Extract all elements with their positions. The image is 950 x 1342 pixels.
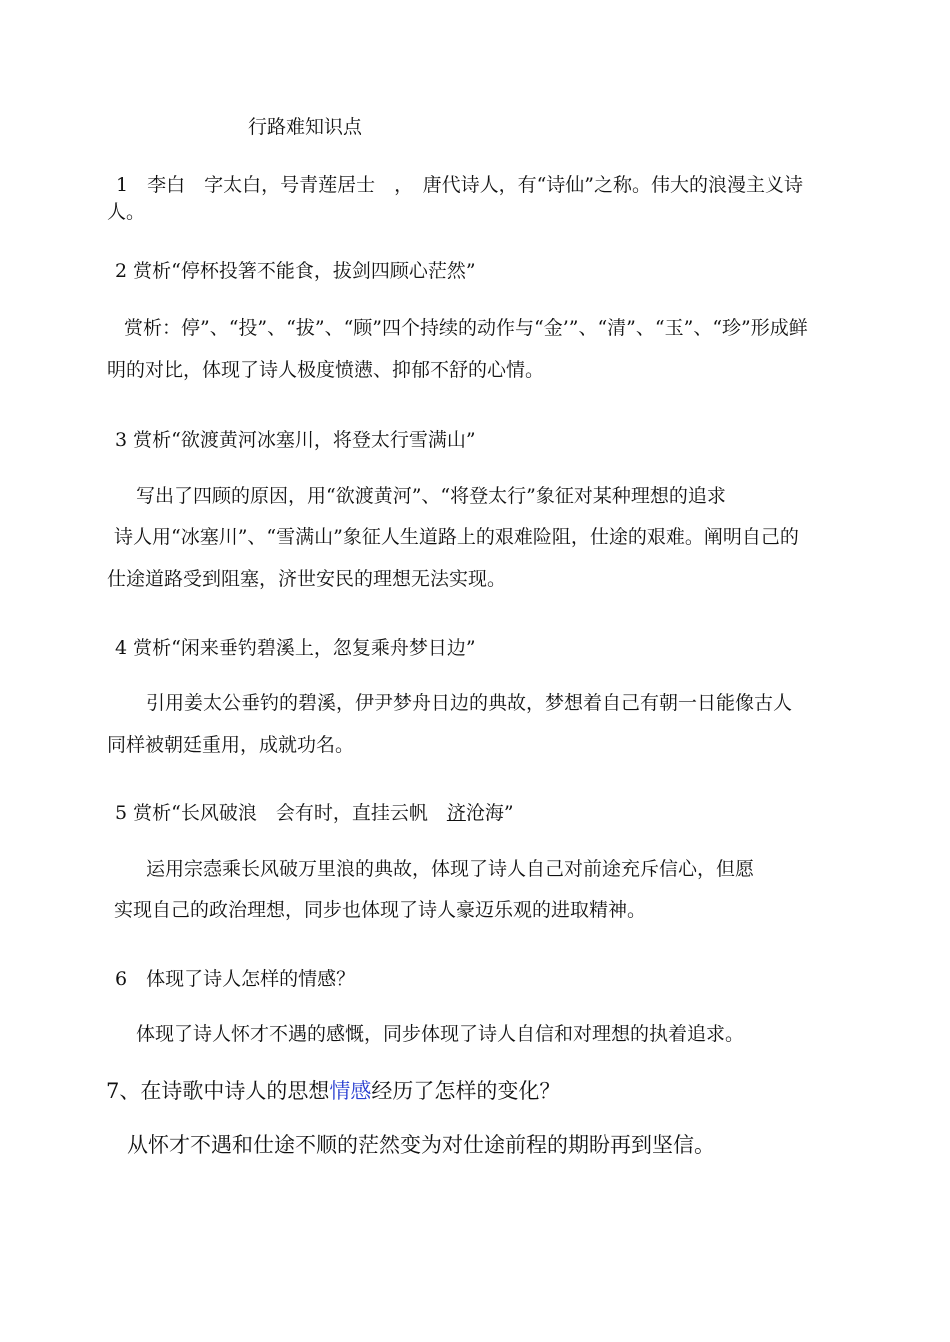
s1-line-2: 人。 xyxy=(107,201,146,223)
s5-line-2: 实现自己的政治理想，同步也体现了诗人豪迈乐观的进取精神。 xyxy=(114,899,647,921)
s2-line-1: 赏析：停”、“投”、“拔”、“顾”四个持续的动作与“金’”、“清”、“玉”、“珍”形成鲜 xyxy=(124,317,808,339)
s3-line-3: 仕途道路受到阻塞，济世安民的理想无法实现。 xyxy=(107,568,507,590)
s7-heading xyxy=(106,1077,560,1105)
s3-heading: 3 赏析“欲渡黄河冰塞川，将登太行雪满山” xyxy=(115,429,476,451)
s5-heading-post: 沧海” xyxy=(465,802,514,824)
s3-line-1: 写出了四顾的原因，用“欲渡黄河”、“将登太行”象征对某种理想的追求 xyxy=(136,485,726,507)
page-title: 行路难知识点 xyxy=(248,116,363,138)
s2-line-2: 明的对比，体现了诗人极度愤懑、抑郁不舒的心情。 xyxy=(107,359,545,381)
s5-heading-underlined: 济 xyxy=(446,802,466,824)
s6-heading: 6 体现了诗人怎样的情感？ xyxy=(115,968,356,990)
s1-line-1: 1 李白 字太白，号青莲居士 ， 唐代诗人，有“诗仙”之称。伟大的浪漫主义诗 xyxy=(116,174,804,196)
s5-heading-pre: 5 赏析“长风破浪 会有时，直挂云帆 xyxy=(115,802,447,824)
s4-line-1: 引用姜太公垂钓的碧溪，伊尹梦舟日边的典故，梦想着自己有朝一日能像古人 xyxy=(146,692,793,714)
s3-line-2: 诗人用“冰塞川”、“雪满山”象征人生道路上的艰难险阻，仕途的艰难。阐明自己的 xyxy=(114,526,799,548)
s6-line-1: 体现了诗人怀才不遇的感慨，同步体现了诗人自信和对理想的执着追求。 xyxy=(136,1023,745,1045)
s4-line-2: 同样被朝廷重用，成就功名。 xyxy=(107,734,355,756)
s4-heading: 4 赏析“闲来垂钓碧溪上，忽复乘舟梦日边” xyxy=(115,637,476,659)
s7-heading-pre: 7、在诗歌中诗人的思想 xyxy=(106,1079,330,1103)
emotion-link[interactable]: 情感 xyxy=(329,1079,372,1103)
s7-heading-post: 经历了怎样的变化？ xyxy=(371,1079,561,1103)
s7-line-1: 从怀才不遇和仕途不顺的茫然变为对仕途前程的期盼再到坚信。 xyxy=(127,1133,715,1157)
s2-heading: 2 赏析“停杯投箸不能食，拔剑四顾心茫然” xyxy=(115,260,476,282)
s5-heading xyxy=(115,800,514,826)
s5-line-1: 运用宗悫乘长风破万里浪的典故，体现了诗人自己对前途充斥信心，但愿 xyxy=(146,858,755,880)
